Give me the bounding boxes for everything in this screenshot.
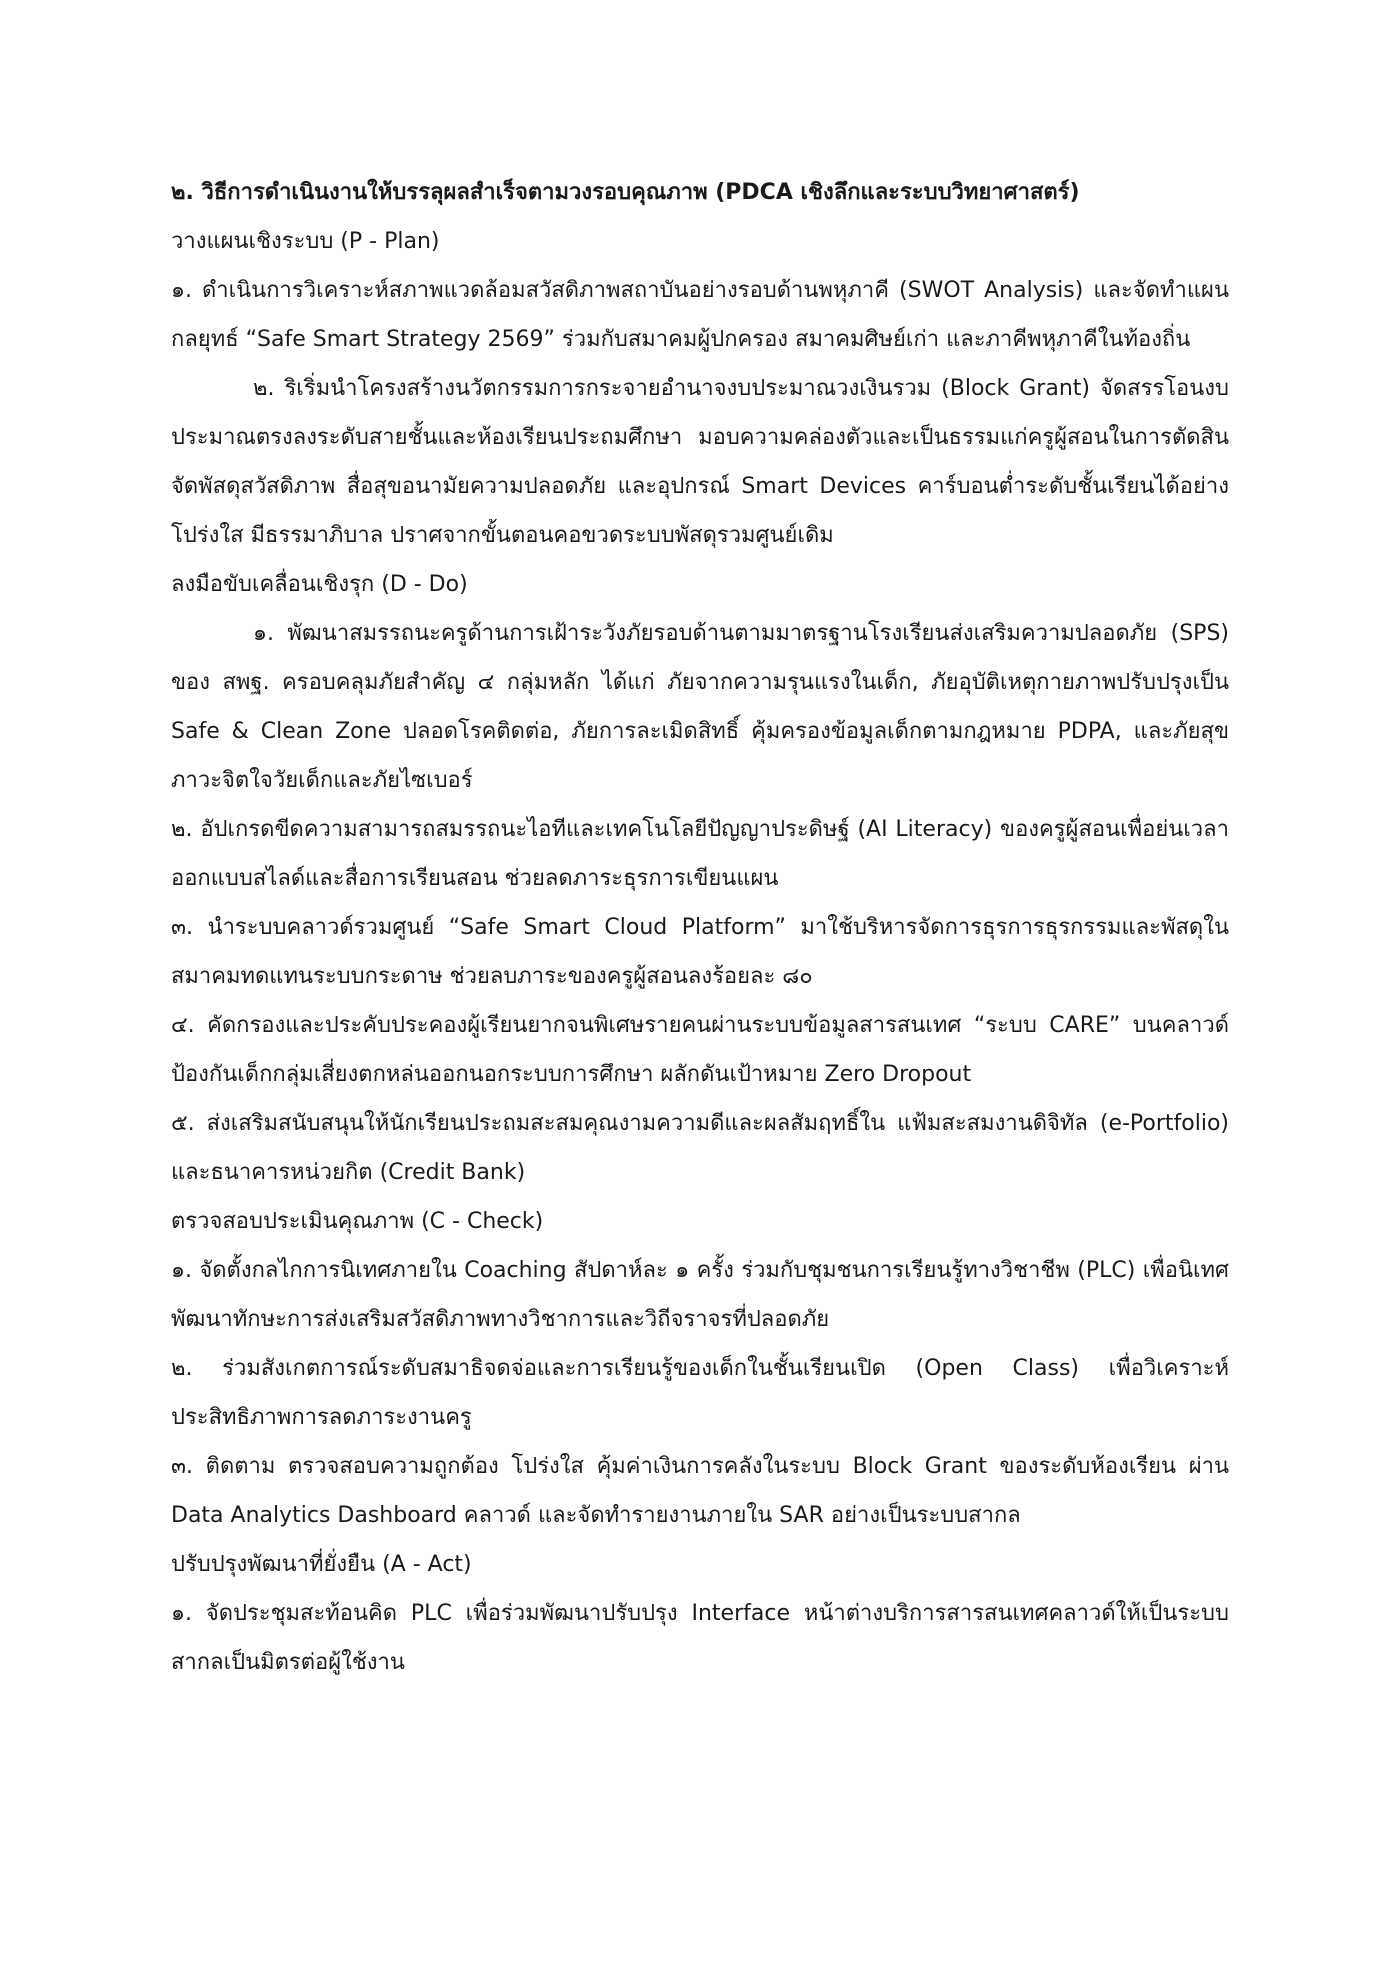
check-title: ตรวจสอบประเมินคุณภาพ (C - Check) [171,1209,544,1234]
check-item-2: ๒. ร่วมสังเกตการณ์ระดับสมาธิจดจ่อและการเรียนรู้ของเด็กในชั้นเรียนเปิด (Open Class) เพื่อวิเคราะห์ประสิทธิภาพการลดภาระงานครู [171,1356,1229,1430]
act-title: ปรับปรุงพัฒนาที่ยั่งยืน (A - Act) [171,1552,472,1577]
do-title: ลงมือขับเคลื่อนเชิงรุก (D - Do) [171,572,468,597]
plan-item-1: ๑. ดำเนินการวิเคราะห์สภาพแวดล้อมสวัสดิภาพสถาบันอย่างรอบด้านพหุภาคี (SWOT Analysis) และจัดทำแผนกลยุทธ์ “Safe Smart Strategy 2569” ร่วมกับสมาคมผู้ปกครอง สมาคมศิษย์เก่า และภาคีพหุภาคีในท้องถิ่น [171,278,1229,352]
do-item-2: ๒. อัปเกรดขีดความสามารถสมรรถนะไอทีและเทคโนโลยีปัญญาประดิษฐ์ (AI Literacy) ของครูผู้สอนเพื่อย่นเวลาออกแบบสไลด์และสื่อการเรียนสอน ช่วยลดภาระธุรการเขียนแผน [171,817,1229,891]
check-item-3: ๓. ติดตาม ตรวจสอบความถูกต้อง โปร่งใส คุ้มค่าเงินการคลังในระบบ Block Grant ของระดับห้องเรียน ผ่าน Data Analytics Dashboard คลาวด์ และจัดทำรายงานภายใน SAR อย่างเป็นระบบสากล [171,1454,1229,1528]
check-item-1: ๑. จัดตั้งกลไกการนิเทศภายใน Coaching สัปดาห์ละ ๑ ครั้ง ร่วมกับชุมชนการเรียนรู้ทางวิชาชีพ (PLC) เพื่อนิเทศพัฒนาทักษะการส่งเสริมสวัสดิภาพทางวิชาการและวิถีจราจรที่ปลอดภัย [171,1258,1229,1332]
section-heading: ๒. วิธีการดำเนินงานให้บรรลุผลสำเร็จตามวงรอบคุณภาพ (PDCA เชิงลึกและระบบวิทยาศาสตร์) [171,180,1080,205]
do-item-3: ๓. นำระบบคลาวด์รวมศูนย์ “Safe Smart Cloud Platform” มาใช้บริหารจัดการธุรการธุรกรรมและพัสดุในสมาคมทดแทนระบบกระดาษ ช่วยลบภาระของครูผู้สอนลงร้อยละ ๘๐ [171,915,1229,989]
act-item-1: ๑. จัดประชุมสะท้อนคิด PLC เพื่อร่วมพัฒนาปรับปรุง Interface หน้าต่างบริการสารสนเทศคลาวด์ให้เป็นระบบสากลเป็นมิตรต่อผู้ใช้งาน [171,1601,1229,1675]
plan-title: วางแผนเชิงระบบ (P - Plan) [171,229,440,254]
do-item-1: ๑. พัฒนาสมรรถนะครูด้านการเฝ้าระวังภัยรอบด้านตามมาตรฐานโรงเรียนส่งเสริมความปลอดภัย (SPS) ของ สพฐ. ครอบคลุมภัยสำคัญ ๔ กลุ่มหลัก ได้แก่ ภัยจากความรุนแรงในเด็ก, ภัยอุบัติเหตุกายภาพปรับปรุงเป็น Safe & Clean Zone ปลอดโรคติดต่อ, ภัยการละเมิดสิทธิ์ คุ้มครองข้อมูลเด็กตามกฎหมาย PDPA, และภัยสุขภาวะจิตใจวัยเด็กและภัยไซเบอร์ [171,621,1229,793]
document-page [171,168,1229,1687]
plan-item-2: ๒. ริเริ่มนำโครงสร้างนวัตกรรมการกระจายอำนาจงบประมาณวงเงินรวม (Block Grant) จัดสรรโอนงบประมาณตรงลงระดับสายชั้นและห้องเรียนประถมศึกษา มอบความคล่องตัวและเป็นธรรมแก่ครูผู้สอนในการตัดสินจัดพัสดุสวัสดิภาพ สื่อสุขอนามัยความปลอดภัย และอุปกรณ์ Smart Devices คาร์บอนต่ำระดับชั้นเรียนได้อย่างโปร่งใส มีธรรมาภิบาล ปราศจากขั้นตอนคอขวดระบบพัสดุรวมศูนย์เดิม [171,376,1229,548]
do-item-4: ๔. คัดกรองและประคับประคองผู้เรียนยากจนพิเศษรายคนผ่านระบบข้อมูลสารสนเทศ “ระบบ CARE” บนคลาวด์ ป้องกันเด็กกลุ่มเสี่ยงตกหล่นออกนอกระบบการศึกษา ผลักดันเป้าหมาย Zero Dropout [171,1013,1229,1087]
do-item-5: ๕. ส่งเสริมสนับสนุนให้นักเรียนประถมสะสมคุณงามความดีและผลสัมฤทธิ์ใน แฟ้มสะสมงานดิจิทัล (e-Portfolio) และธนาคารหน่วยกิต (Credit Bank) [171,1111,1229,1185]
